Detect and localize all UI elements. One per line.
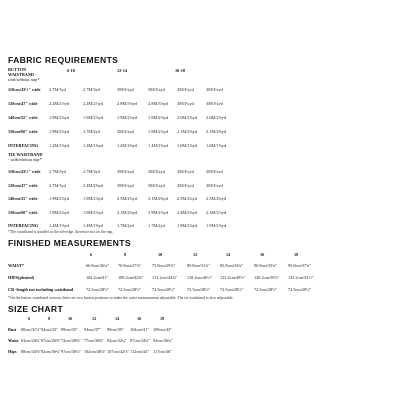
size-chart-cell: 102cm/40⅛" <box>84 349 107 354</box>
button-rows-cell: 3M/3¼yd <box>117 87 134 92</box>
tie-rows-label: 140cm/55" wide <box>8 196 38 201</box>
finished-cell: 70.8cm/27⅞" <box>118 263 142 268</box>
size-chart-cell: 89cm/35" <box>61 327 78 332</box>
finished-cell: 123.2cm/48½" <box>220 275 246 280</box>
finished-cell: 72.5cm/28½" <box>152 287 176 292</box>
button-rows-cell: 2.8M/3⅛yd <box>148 101 169 106</box>
tie-rows-cell: 1.4M/1⅝yd <box>49 223 70 228</box>
button-rows-label: 140cm/55" wide <box>8 115 38 120</box>
size-chart-cell: 97cm/38⅛" <box>61 349 82 354</box>
tie-rows-cell: 1.7M/2yd <box>117 223 134 228</box>
finished-cell: 72.5cm/28½" <box>220 287 244 292</box>
button-rows-cell: 2.2M/2½yd <box>49 101 70 106</box>
size-chart-size-header: 12 <box>92 316 97 321</box>
size-chart-cell: 77cm/30⅜" <box>84 338 105 343</box>
button-rows-cell: 1.2M/1⅜yd <box>83 143 104 148</box>
tie-rows-cell: 1.9M/2⅛yd <box>148 209 169 215</box>
finished-size-header: 18 <box>294 252 299 257</box>
finished-cell: 133.2cm/52½" <box>288 275 314 280</box>
button-rows-cell: 3M/3¼yd <box>148 87 165 92</box>
tie-rows-cell: 1.7M/2yd <box>148 223 165 228</box>
finished-size-header: 8 <box>124 252 127 257</box>
finished-cell: 72.5cm/28½" <box>187 287 211 292</box>
size-chart-title: SIZE CHART <box>8 304 64 314</box>
size-chart-row-label: Waist <box>8 338 19 343</box>
finished-cell: 128.2cm/50½" <box>254 275 280 280</box>
button-rows-cell: 1.9M/2⅛yd <box>49 115 70 120</box>
tie-rows-cell: 2.1M/2⅜yd <box>117 209 138 215</box>
tie-rows-cell: 2.5M/2¾yd <box>117 196 138 201</box>
size-chart-size-header: 16 <box>137 316 142 321</box>
tie-rows-cell: 2.5M/2¾yd <box>206 196 227 201</box>
button-rows-label: 150cm/60" wide <box>8 129 38 134</box>
button-rows-cell: 1.6M/1⅞yd <box>206 143 227 148</box>
finished-size-header: 6 <box>90 252 93 257</box>
tie-rows-cell: 3M/3¼yd <box>117 182 134 188</box>
tie-rows-cell: 3M/3¼yd <box>206 169 223 174</box>
size-chart-cell: 104cm/41" <box>130 327 149 332</box>
button-rows-cell: 1.9M/2⅛yd <box>148 115 169 120</box>
size-chart-cell: 80cm/31½" <box>21 327 42 332</box>
button-rows-label: 110cm/43½" wide <box>8 87 41 92</box>
tie-rows-cell: 2.7M/3yd <box>49 169 66 174</box>
size-chart-cell: 67cm/26⅜" <box>41 338 62 343</box>
size-chart-cell: 117cm/46" <box>153 349 172 354</box>
tie-rows-cell: 2.4M/2⅝yd <box>83 182 104 188</box>
size-chart-size-header: 6 <box>28 316 31 321</box>
size-chart-size-header: 18 <box>160 316 165 321</box>
button-rows-cell: 3M/3¼yd <box>177 87 194 92</box>
tie-rows-cell: 1.4M/1⅝yd <box>83 223 104 228</box>
size-group-12-14: 12-14 <box>117 68 128 73</box>
button-rows-cell: 2.8M/3⅛yd <box>117 101 138 106</box>
size-chart-size-header: 10 <box>68 316 73 321</box>
button-rows-cell: 1.9M/2⅛yd <box>117 115 138 120</box>
finished-cell: 118.2cm/46½" <box>187 275 213 280</box>
tie-rows-cell: 1.9M/2⅛yd <box>177 223 198 228</box>
size-chart-cell: 72cm/28⅜" <box>61 338 82 343</box>
tie-rows-label: 150cm/60" wide <box>8 209 38 215</box>
button-rows-cell: 1.9M/2⅛yd <box>148 129 169 134</box>
tie-rows-cell: 2.7M/3yd <box>83 169 100 174</box>
tie-rows-label: 110cm/43½" wide <box>8 169 41 174</box>
button-rows-cell: 2.7M/3yd <box>83 87 100 92</box>
finished-row-label: HIPS(pleated) <box>8 275 35 280</box>
finished-cell: 72.5cm/28½" <box>118 287 142 292</box>
tie-rows-cell: 3M/3¼yd <box>177 169 194 174</box>
finished-cell: 85.8cm/33¾" <box>220 263 244 268</box>
size-chart-cell: 84cm/33" <box>41 327 58 332</box>
button-waistband-label-2: WAISTBAND - <box>8 72 37 77</box>
size-chart-cell: 92cm/36¼" <box>153 338 174 343</box>
tie-rows-cell: 2.1M/2⅜yd <box>148 196 169 201</box>
button-rows-cell: 2.1M/2⅜yd <box>177 129 198 134</box>
tie-rows-cell: 1.9M/2⅛yd <box>83 209 104 215</box>
button-rows-label: 120cm/47" wide <box>8 101 38 106</box>
tie-rows-cell: 1.9M/2⅛yd <box>83 196 104 201</box>
button-rows-cell: 3M/3¼yd <box>177 101 194 106</box>
tie-rows-cell: 3M/3¼yd <box>148 182 165 188</box>
button-waistband-label-3: with/without nap* <box>8 77 40 82</box>
finished-measurements-title: FINISHED MEASUREMENTS <box>8 238 131 248</box>
finished-cell: 72.5cm/28½" <box>86 287 110 292</box>
finished-cell: 90.8cm/35¾" <box>254 263 278 268</box>
button-rows-cell: 1.4M/1⅝yd <box>148 143 169 148</box>
finished-cell: 80.8cm/31¾" <box>187 263 211 268</box>
finished-size-header: 12 <box>193 252 198 257</box>
tie-rows-cell: 1.9M/2⅛yd <box>49 196 70 201</box>
finished-cell: 66.8cm/26¼" <box>86 263 110 268</box>
tie-rows-cell: 1.9M/2⅛yd <box>49 209 70 215</box>
size-chart-row-label: Hips <box>8 349 17 354</box>
size-chart-cell: 82cm/32¼" <box>107 338 128 343</box>
tie-waistband-label-1: TIE WAISTBAND <box>8 152 43 157</box>
size-group-16-18: 16-18 <box>175 68 186 73</box>
tie-rows-cell: 2.7M/3yd <box>49 182 66 188</box>
finished-cell: 108.2cm/42⅝" <box>118 275 144 280</box>
finished-cell: 72.5cm/28½" <box>254 287 278 292</box>
tie-rows-label: INTERFACING <box>8 223 39 228</box>
button-waistband-label-1: BUTTON <box>8 67 27 72</box>
size-chart-cell: 92cm/36¼" <box>41 349 62 354</box>
size-chart-cell: 94cm/37" <box>84 327 101 332</box>
button-rows-cell: 2.1M/2⅜yd <box>206 129 227 134</box>
size-chart-row-label: Bust <box>8 327 17 332</box>
finished-note: *On the button waistband version, there are two button positions to make the waist measurement adjustable. The tie waistband is also adjustable. <box>8 296 234 300</box>
finished-row-label: WAIST* <box>8 263 24 268</box>
size-chart-cell: 109cm/43" <box>153 327 172 332</box>
tie-rows-cell: 3M/3¼yd <box>206 182 223 188</box>
finished-cell: 95.8cm/37¾" <box>288 263 312 268</box>
fabric-requirements-title: FABRIC REQUIREMENTS <box>8 55 119 65</box>
finished-cell: 104.2cm/41" <box>86 275 109 280</box>
tie-rows-cell: 1.9M/2⅛yd <box>206 223 227 228</box>
finished-row-label: CB -length not including waistband <box>8 287 74 292</box>
tie-rows-cell: 2.3M/2½yd <box>206 209 227 215</box>
finished-cell: 113.2cm/44⅝" <box>152 275 178 280</box>
size-chart-cell: 112cm/44" <box>130 349 149 354</box>
button-rows-cell: 1.2M/1⅜yd <box>49 143 70 148</box>
size-chart-cell: 107cm/42⅛" <box>107 349 130 354</box>
fabric-requirements-page <box>4 0 412 416</box>
tie-rows-cell: 2.4M/2⅝yd <box>177 209 198 215</box>
finished-size-header: 14 <box>226 252 231 257</box>
finished-size-header: 16 <box>260 252 265 257</box>
button-rows-cell: 1.7M/2yd <box>83 129 100 134</box>
finished-size-header: 10 <box>158 252 163 257</box>
button-rows-cell: 1.9M/2⅛yd <box>49 129 70 134</box>
tie-rows-cell: 2.5M/2¾yd <box>177 196 198 201</box>
tie-rows-cell: 3M/3¼yd <box>177 182 194 188</box>
button-rows-cell: 1.6M/1⅞yd <box>177 143 198 148</box>
tie-rows-cell: 3M/3¼yd <box>148 169 165 174</box>
size-group-6-10: 6-10 <box>67 68 75 73</box>
tie-rows-label: 120cm/47" wide <box>8 182 38 188</box>
button-rows-label: INTERFACING <box>8 143 39 148</box>
size-chart-cell: 88cm/34⅝" <box>21 349 42 354</box>
tie-waistband-label-2: - with/without nap* <box>8 157 42 162</box>
button-rows-cell: 2.6M/2⅞yd <box>206 115 227 120</box>
size-chart-cell: 87cm/34¼" <box>130 338 151 343</box>
button-rows-cell: 2.2M/2½yd <box>83 101 104 106</box>
tie-rows-cell: 3M/3¼yd <box>117 169 134 174</box>
button-rows-cell: 2.6M/2⅞yd <box>177 115 198 120</box>
button-rows-cell: 2.7M/3yd <box>49 87 66 92</box>
size-chart-size-header: 8 <box>48 316 51 321</box>
button-rows-cell: 1.9M/2⅛yd <box>83 115 104 120</box>
button-rows-cell: 3M/3¼yd <box>206 87 223 92</box>
fabric-note: *The waistband is parallel to the selvedge, therefore not on the nap. <box>8 230 114 234</box>
size-chart-cell: 99cm/39" <box>107 327 124 332</box>
finished-cell: 72.5cm/28½" <box>288 287 312 292</box>
button-rows-cell: 3M/3¼yd <box>206 101 223 106</box>
button-rows-cell: 2M/2¼yd <box>117 129 134 134</box>
finished-cell: 75.8cm/29⅞" <box>152 263 176 268</box>
button-rows-cell: 1.4M/1⅝yd <box>117 143 138 148</box>
size-chart-cell: 63cm/24¾" <box>21 338 42 343</box>
size-chart-size-header: 14 <box>115 316 120 321</box>
